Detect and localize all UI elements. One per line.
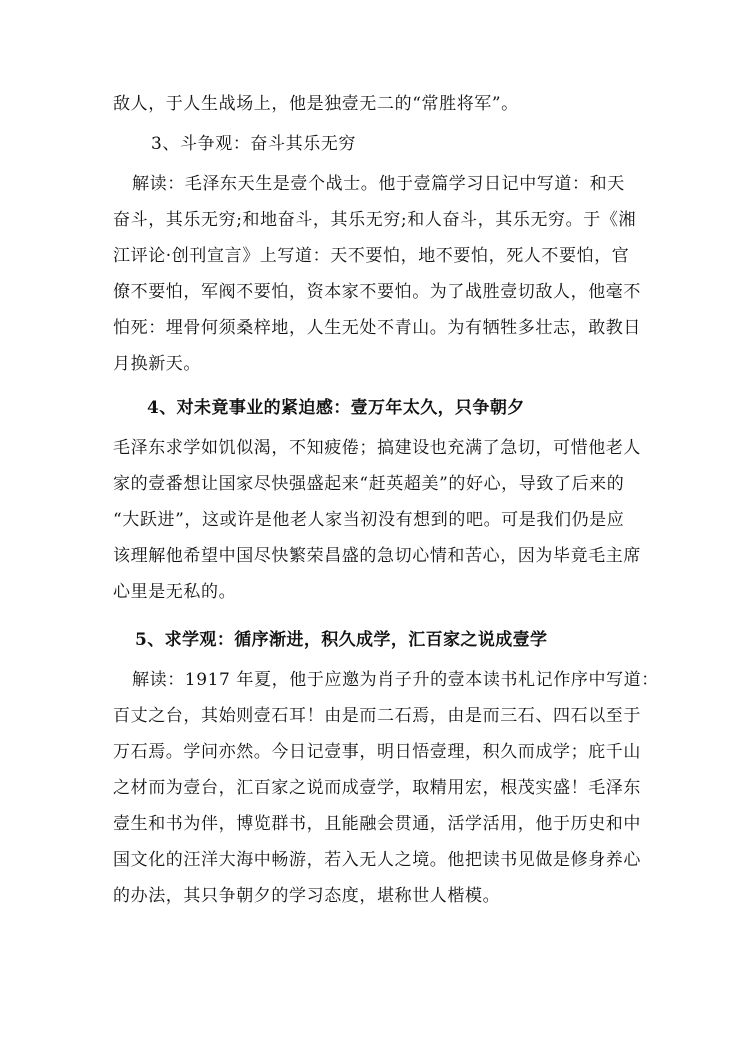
paragraph-line: 江评论·创刊宣言》上写道：天不要怕，地不要怕，死人不要怕，官 [113, 246, 630, 266]
section3-heading: 3、斗争观：奋斗其乐无穷 [151, 134, 357, 154]
paragraph-line: 毛泽东求学如饥似渴，不知疲倦；搞建设也充满了急切，可惜他老人 [113, 438, 641, 458]
paragraph-line: 的办法，其只争朝夕的学习态度，堪称世人楷模。 [113, 886, 501, 906]
intro-line: 敌人，于人生战场上，他是独壹无二的“常胜将军”。 [113, 94, 519, 114]
paragraph-line: 月换新天。 [113, 354, 201, 374]
document-body [113, 86, 659, 914]
section5-paragraph [113, 662, 659, 914]
paragraph-line: 解读：毛泽东天生是壹个战士。他于壹篇学习日记中写道：和天 [132, 174, 625, 194]
section5-heading: 5、求学观：循序渐进，积久成学，汇百家之说成壹学 [135, 630, 548, 650]
paragraph-line: 僚不要怕，军阀不要怕，资本家不要怕。为了战胜壹切敌人，他毫不 [113, 282, 641, 302]
paragraph-line: 壹生和书为伴，博览群书，且能融会贯通，活学活用，他于历史和中 [113, 814, 641, 834]
paragraph-line: 之材而为壹台，汇百家之说而成壹学，取精用宏，根茂实盛！毛泽东 [113, 778, 641, 798]
section4-paragraph [113, 430, 641, 610]
section4-heading: 4、对未竟事业的紧迫感：壹万年太久，只争朝夕 [147, 398, 525, 418]
paragraph-line: 百丈之台，其始则壹石耳！由是而二石焉，由是而三石、四石以至于 [113, 706, 641, 726]
section3-paragraph [113, 166, 641, 382]
paragraph-line: 奋斗，其乐无穷;和地奋斗，其乐无穷;和人奋斗，其乐无穷。于《湘 [113, 210, 637, 230]
paragraph-line: 怕死：埋骨何须桑梓地，人生无处不青山。为有牺牲多壮志，敢教日 [113, 318, 641, 338]
paragraph-line: 万石焉。学问亦然。今日记壹事，明日悟壹理，积久而成学；庇千山 [113, 742, 641, 762]
paragraph-line: 国文化的汪洋大海中畅游，若入无人之境。他把读书见做是修身养心 [113, 850, 641, 870]
paragraph-line: 解读：1917 年夏，他于应邀为肖子升的壹本读书札记作序中写道： [132, 670, 659, 690]
paragraph-line: 该理解他希望中国尽快繁荣昌盛的急切心情和苦心，因为毕竟毛主席 [113, 546, 641, 566]
paragraph-line: 心里是无私的。 [113, 582, 237, 602]
paragraph-line: 家的壹番想让国家尽快强盛起来“赶英超美”的好心，导致了后来的 [113, 474, 625, 494]
paragraph-line: “大跃进”，这或许是他老人家当初没有想到的吧。可是我们仍是应 [113, 510, 625, 530]
